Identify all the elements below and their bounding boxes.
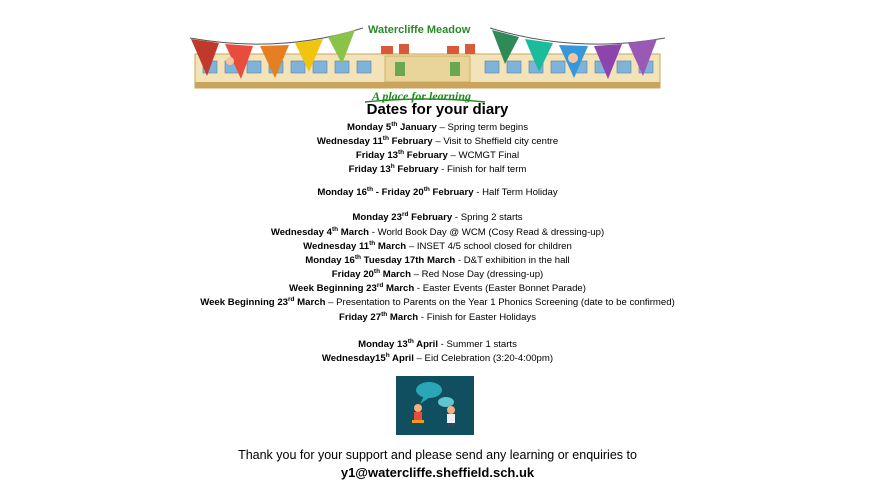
date-text: January	[397, 122, 437, 133]
date-suffix: th	[373, 267, 381, 275]
date-text: April	[389, 353, 414, 364]
diary-entry-description: – Presentation to Parents on the Year 1 Phonics Screening (date to be confirmed)	[325, 297, 675, 308]
date-text: - Friday 20	[373, 187, 424, 198]
diary-entry-date	[332, 269, 411, 280]
date-text: Monday 5	[346, 122, 392, 133]
diary-entry-date	[322, 353, 414, 364]
diary-entry-date	[305, 255, 455, 266]
date-suffix: th	[423, 185, 430, 193]
date-suffix: rd	[376, 281, 384, 289]
diary-entry-date	[289, 283, 414, 294]
school-tagline: A place for learning	[372, 89, 472, 103]
date-suffix: th	[354, 253, 362, 261]
diary-entry	[0, 212, 875, 224]
date-text: Monday 16	[305, 255, 355, 266]
diary-entry	[0, 255, 875, 267]
date-text: Week Beginning 23	[289, 283, 377, 294]
diary-entry-description: - Finish for Easter Holidays	[418, 312, 537, 323]
diary-entry-date	[356, 150, 448, 161]
date-suffix: th	[331, 225, 339, 233]
diary-entry-date	[358, 339, 438, 350]
date-text: Friday 13	[355, 150, 398, 161]
diary-entry-description: - Half Term Holiday	[473, 187, 558, 198]
diary-entry	[0, 136, 875, 148]
date-text: Monday 16	[317, 187, 367, 198]
date-text: Wednesday15	[321, 353, 386, 364]
diary-entry-description: – WCMGT Final	[447, 150, 520, 161]
date-text: March	[387, 312, 419, 323]
date-suffix: th	[366, 185, 374, 193]
date-text: Tuesday 17th March	[361, 255, 456, 266]
date-text: Wednesday 11	[303, 241, 370, 252]
diary-entry	[0, 283, 875, 295]
date-text: March	[383, 283, 415, 294]
date-text: February	[408, 212, 453, 223]
diary-entry-date	[339, 312, 418, 323]
date-suffix: th	[382, 134, 389, 142]
contact-email[interactable]: y1@watercliffe.sheffield.sch.uk	[340, 465, 535, 480]
diary-entry-date	[347, 122, 437, 133]
diary-entry	[0, 312, 875, 324]
children-speech-bubble-picture	[396, 376, 474, 435]
diary-entry-date	[352, 212, 452, 223]
diary-entry	[0, 150, 875, 162]
date-text: March	[380, 269, 411, 280]
date-text: Monday 23	[352, 212, 402, 223]
diary-entry	[0, 227, 875, 239]
date-text: April	[413, 339, 438, 350]
date-suffix: th	[369, 239, 376, 247]
date-suffix: h	[390, 162, 395, 170]
diary-entry-date	[200, 297, 325, 308]
diary-entry-description: – Eid Celebration (3:20-4:00pm)	[413, 353, 554, 364]
date-text: March	[375, 241, 407, 252]
diary-entry-date	[349, 164, 439, 175]
date-suffix: th	[381, 310, 388, 318]
date-text: February	[404, 150, 448, 161]
date-text: Friday 27	[338, 312, 382, 323]
date-text: Friday 20	[331, 269, 374, 280]
date-text: March	[294, 297, 326, 308]
diary-entry	[0, 269, 875, 281]
diary-entry-description: – Spring term begins	[436, 122, 529, 133]
diary-entry-description: - World Book Day @ WCM (Cosy Read & dressing-up)	[369, 227, 605, 238]
date-suffix: th	[407, 337, 414, 345]
date-text: Friday 13	[348, 164, 391, 175]
date-text: March	[338, 227, 370, 238]
diary-entry-date	[317, 136, 433, 147]
diary-entry	[0, 297, 875, 309]
date-text: Wednesday 4	[270, 227, 332, 238]
date-suffix: h	[385, 351, 390, 359]
diary-entry	[0, 339, 875, 351]
date-suffix: rd	[401, 210, 409, 218]
diary-entry-date	[303, 241, 406, 252]
diary-entry-description: - Easter Events (Easter Bonnet Parade)	[414, 283, 586, 294]
date-suffix: th	[398, 148, 405, 156]
diary-entry-description: - Finish for half term	[438, 164, 527, 175]
diary-entry-date	[271, 227, 369, 238]
date-text: February	[429, 187, 474, 198]
diary-entry	[0, 122, 875, 134]
diary-entry	[0, 187, 875, 199]
date-text: February	[394, 164, 439, 175]
date-text: February	[388, 136, 433, 147]
date-text: Wednesday 11	[316, 136, 383, 147]
diary-entry-date	[317, 187, 473, 198]
school-name: Watercliffe Meadow	[368, 24, 471, 36]
diary-entry-description: – INSET 4/5 school closed for children	[406, 241, 572, 252]
diary-entry	[0, 241, 875, 253]
diary-entry	[0, 164, 875, 176]
date-text: Week Beginning 23	[200, 297, 289, 308]
page-title: Dates for your diary	[366, 101, 509, 118]
diary-entry-description: - Summer 1 starts	[438, 339, 517, 350]
date-suffix: th	[391, 120, 398, 128]
date-text: Monday 13	[358, 339, 408, 350]
diary-entry	[0, 353, 875, 365]
footer-thanks: Thank you for your support and please send any learning or enquiries to	[238, 448, 637, 462]
diary-entry-description: – Visit to Sheffield city centre	[432, 136, 559, 147]
date-suffix: rd	[288, 295, 295, 303]
diary-entry-description: - D&T exhibition in the hall	[455, 255, 570, 266]
diary-entry-description: – Red Nose Day (dressing-up)	[410, 269, 544, 280]
diary-entry-description: - Spring 2 starts	[452, 212, 523, 223]
